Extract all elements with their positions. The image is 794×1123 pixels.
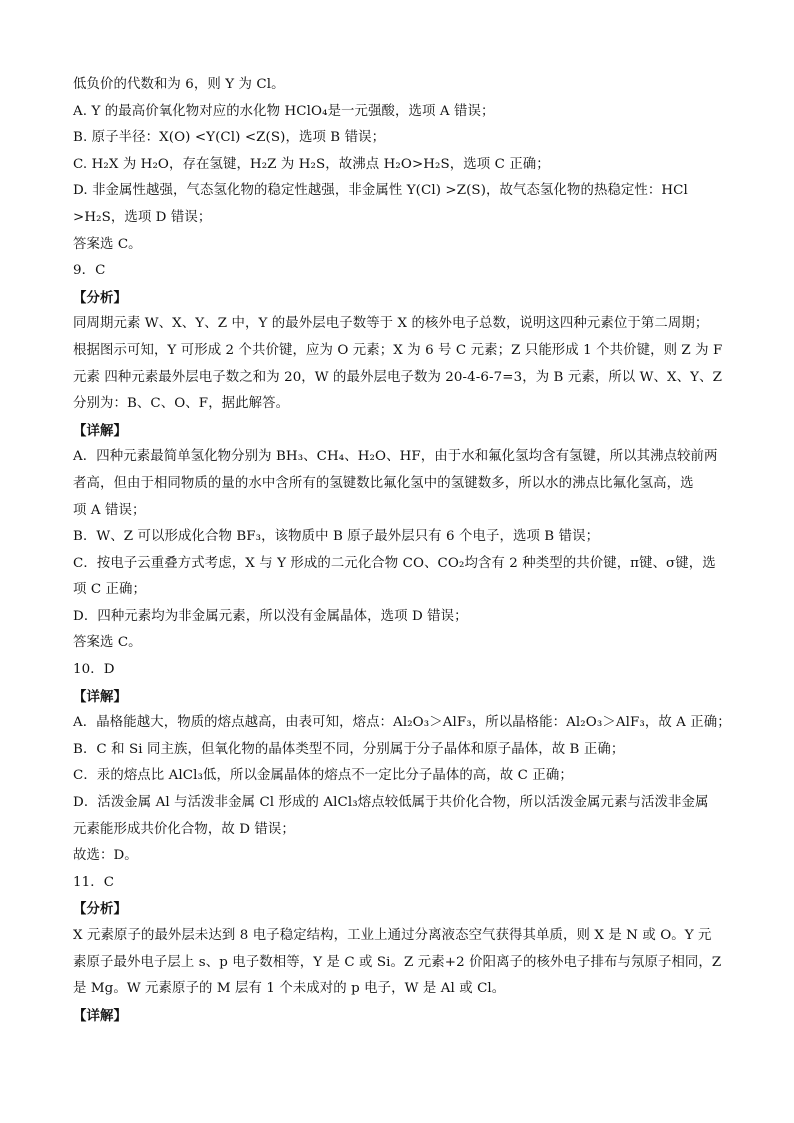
- text-line: 低负价的代数和为 6，则 Y 为 Cl。: [73, 77, 285, 92]
- text-line: D．活泼金属 Al 与活泼非金属 Cl 形成的 AlCl₃熔点较低属于共价化合物，所以活泼金属元素与活泼非金属: [73, 795, 709, 811]
- text-line: A．晶格能越大，物质的熔点越高，由表可知，熔点：Al₂O₃＞AlF₃，所以晶格能：Al₂O₃＞AlF₃，故 A 正确；: [73, 715, 731, 731]
- section-heading: 【详解】: [73, 422, 127, 439]
- text-line: 同周期元素 W、X、Y、Z 中，Y 的最外层电子数等于 X 的核外电子总数，说明这四种元素位于第二周期；: [73, 316, 709, 332]
- text-line: C．汞的熔点比 AlCl₃低，所以金属晶体的熔点不一定比分子晶体的高，故 C 正确；: [73, 768, 573, 784]
- text-line: B．C 和 Si 同主族，但氧化物的晶体类型不同，分别属于分子晶体和原子晶体，故 B 正确；: [73, 741, 625, 757]
- question-number: 9．C: [73, 263, 106, 279]
- question-number: 10．D: [73, 662, 115, 678]
- text-line: 项 A 错误；: [73, 502, 146, 518]
- text-line: >H₂S，选项 D 错误；: [73, 209, 212, 225]
- section-heading: 【详解】: [73, 1007, 127, 1024]
- answer-line: 答案选 C。: [73, 236, 142, 252]
- text-line: 元素能形成共价化合物，故 D 错误；: [73, 821, 295, 837]
- text-line: A．四种元素最简单氢化物分别为 BH₃、CH₄、H₂O、HF，由于水和氟化氢均含有氢键，所以其沸点较前两: [73, 449, 718, 465]
- question-number: 11．C: [73, 874, 115, 890]
- text-line: X 元素原子的最外层未达到 8 电子稳定结构，工业上通过分离液态空气获得其单质，则 X 是 N 或 O。Y 元: [73, 928, 712, 943]
- text-line: 是 Mg。W 元素原子的 M 层有 1 个未成对的 p 电子，W 是 Al 或 Cl。: [73, 981, 506, 997]
- document-page: [73, 72, 733, 1029]
- section-heading: 【详解】: [73, 688, 127, 705]
- text-line: 素原子最外电子层上 s、p 电子数相等，Y 是 C 或 Si。Z 元素+2 价阳离子的核外电子排布与氖原子相同，Z: [73, 954, 722, 970]
- text-line: A. Y 的最高价氧化物对应的水化物 HClO₄是一元强酸，选项 A 错误；: [73, 103, 495, 119]
- section-heading: 【分析】: [73, 289, 127, 306]
- text-line: 根据图示可知，Y 可形成 2 个共价键，应为 O 元素；X 为 6 号 C 元素；Z 只能形成 1 个共价键，则 Z 为 F: [73, 342, 723, 358]
- text-line: 项 C 正确；: [73, 582, 147, 598]
- text-line: C．按电子云重叠方式考虑，X 与 Y 形成的二元化合物 CO、CO₂均含有 2 种类型的共价键，π键、σ键，选: [73, 555, 716, 571]
- answer-line: 答案选 C。: [73, 635, 142, 651]
- text-line: B. 原子半径：X(O) <Y(Cl) <Z(S)，选项 B 错误；: [73, 130, 386, 146]
- section-heading: 【分析】: [73, 901, 127, 918]
- text-line: 分别为：B、C、O、F，据此解答。: [73, 396, 290, 412]
- text-line: 者高，但由于相同物质的量的水中含所有的氢键数比氟化氢中的氢键数多，所以水的沸点比氟化氢高，选: [73, 475, 694, 491]
- text-line: C. H₂X 为 H₂O，存在氢键，H₂Z 为 H₂S，故沸点 H₂O>H₂S，选项 C 正确；: [73, 156, 550, 172]
- text-line: B．W、Z 可以形成化合物 BF₃，该物质中 B 原子最外层只有 6 个电子，选项 B 错误；: [73, 529, 600, 545]
- text-line: D. 非金属性越强，气态氢化物的稳定性越强，非金属性 Y(Cl) >Z(S)，故气态氢化物的热稳定性：HCl: [73, 183, 688, 199]
- text-line: D．四种元素均为非金属元素，所以没有金属晶体，选项 D 错误；: [73, 608, 468, 624]
- answer-line: 故选：D。: [73, 848, 138, 864]
- text-line: 元素 四种元素最外层电子数之和为 20，W 的最外层电子数为 20-4-6-7=3，为 B 元素，所以 W、X、Y、Z: [73, 369, 722, 385]
